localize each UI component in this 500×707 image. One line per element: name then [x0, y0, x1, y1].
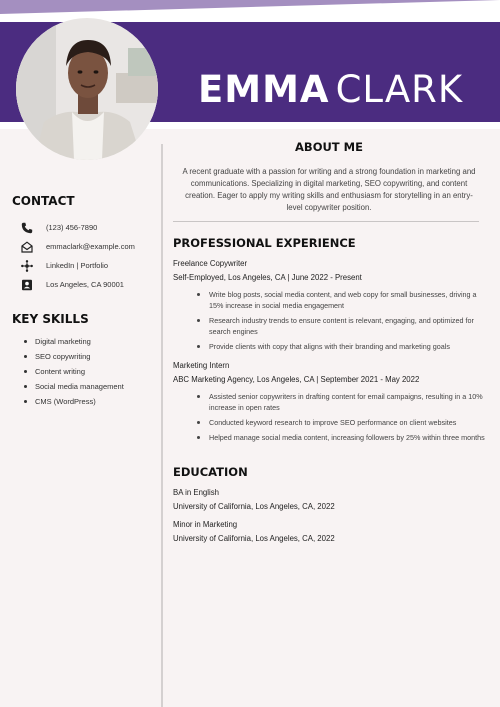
column-divider [161, 144, 163, 707]
skills-list [12, 334, 157, 409]
list-item [12, 334, 157, 349]
school: University of California, Los Angeles, CA, 2022 [173, 534, 335, 543]
education-entry [173, 520, 485, 543]
contact-list [12, 218, 157, 294]
skill-text: Digital marketing [35, 337, 91, 346]
last-name: CLARK [335, 68, 464, 111]
education-heading: EDUCATION [173, 465, 248, 479]
address-card-icon [20, 278, 34, 292]
job-bullets [173, 391, 485, 443]
bullet [197, 395, 200, 398]
job-title: Freelance Copywriter [173, 259, 248, 268]
degree: BA in English [173, 488, 219, 497]
bullet [197, 319, 200, 322]
bullet [197, 436, 200, 439]
job-bullets [173, 289, 485, 352]
contact-heading: CONTACT [12, 194, 75, 208]
list-item [173, 289, 485, 311]
job-entry [173, 361, 485, 443]
about-text: A recent graduate with a passion for writing and a strong foundation in marketing and communications. Specializing in digital marketing, SEO copywriting, and content creation. Eager to apply my writing skills and enthusiasm for storytelling in an entry-level copywriter position. [182, 167, 476, 212]
skill-text: Content writing [35, 367, 86, 376]
network-icon [20, 259, 34, 273]
contact-item-links [12, 256, 157, 275]
list-item [12, 394, 157, 409]
skill-text: Social media management [35, 382, 124, 391]
list-item [12, 364, 157, 379]
bullet [197, 345, 200, 348]
degree: Minor in Marketing [173, 520, 238, 529]
email-icon [20, 240, 34, 254]
bullet-text: Research industry trends to ensure content is relevant, engaging, and optimized for search engines [209, 316, 474, 336]
left-column [12, 194, 157, 409]
contact-text: Los Angeles, CA 90001 [46, 280, 124, 289]
contact-item-phone [12, 218, 157, 237]
list-item [173, 391, 485, 413]
bullet-text: Provide clients with copy that aligns with their branding and marketing goals [209, 342, 450, 351]
contact-text: LinkedIn | Portfolio [46, 261, 108, 270]
bullet [24, 370, 27, 373]
list-item [173, 432, 485, 443]
list-item [12, 349, 157, 364]
contact-item-email [12, 237, 157, 256]
contact-text: emmaclark@example.com [46, 242, 135, 251]
job-meta: Self-Employed, Los Angeles, CA | June 2022 - Present [173, 273, 362, 282]
job-meta: ABC Marketing Agency, Los Angeles, CA | September 2021 - May 2022 [173, 375, 420, 384]
bullet [197, 293, 200, 296]
section-divider [173, 221, 479, 222]
bullet-text: Write blog posts, social media content, and web copy for small businesses, driving a 15% increase in social media engagement [209, 290, 477, 310]
first-name: EMMA [198, 68, 330, 111]
bullet [24, 340, 27, 343]
bullet [24, 355, 27, 358]
job-entry [173, 259, 485, 352]
list-item [12, 379, 157, 394]
bullet [24, 400, 27, 403]
contact-text: (123) 456-7890 [46, 223, 98, 232]
phone-icon [20, 221, 34, 235]
bullet-text: Helped manage social media content, increasing followers by 25% within three months [209, 433, 485, 442]
skill-text: CMS (WordPress) [35, 397, 96, 406]
job-title: Marketing Intern [173, 361, 230, 370]
school: University of California, Los Angeles, CA, 2022 [173, 502, 335, 511]
education-entry [173, 488, 485, 511]
contact-item-address [12, 275, 157, 294]
about-heading: ABOUT ME [295, 140, 363, 154]
bullet [24, 385, 27, 388]
bullet-text: Conducted keyword research to improve SEO performance on client websites [209, 418, 457, 427]
list-item [173, 341, 485, 352]
list-item [173, 417, 485, 428]
list-item [173, 315, 485, 337]
bullet-text: Assisted senior copywriters in drafting content for email campaigns, resulting in a 10% increase in open rates [209, 392, 483, 412]
skill-text: SEO copywriting [35, 352, 91, 361]
skills-heading: KEY SKILLS [12, 312, 89, 326]
candidate-name [198, 68, 463, 111]
profile-photo [16, 18, 158, 160]
right-column [173, 140, 485, 543]
experience-heading: PROFESSIONAL EXPERIENCE [173, 236, 356, 250]
bullet [197, 421, 200, 424]
